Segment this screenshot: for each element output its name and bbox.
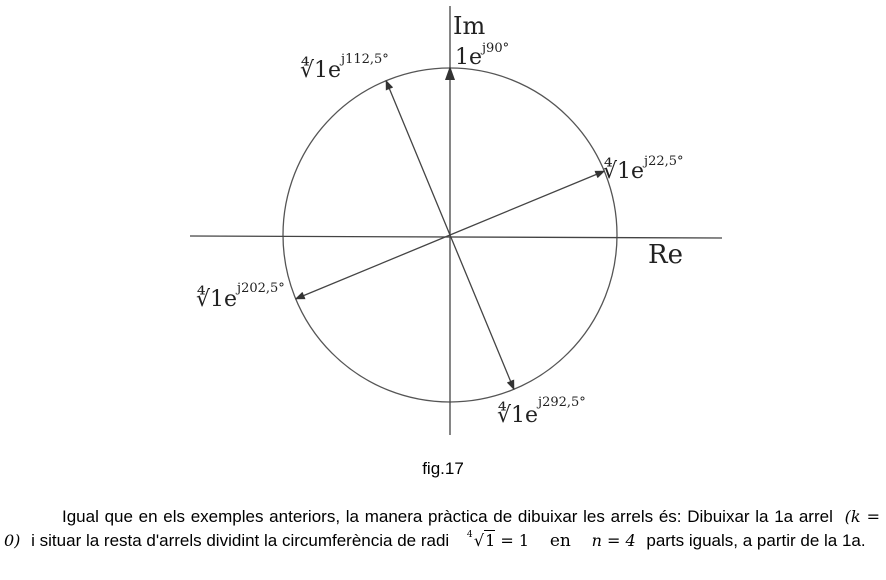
real-axis [190, 236, 722, 238]
root-vector [296, 235, 450, 299]
root-exponent: j112,5° [341, 52, 389, 67]
root-vector [386, 81, 450, 235]
root-index: 4 [466, 530, 473, 540]
root-vector [450, 235, 514, 389]
math-fourth-root: 4 √1 = 1 [460, 531, 529, 550]
root-label-112-5 [300, 52, 389, 83]
root-radicand: 1 [485, 531, 496, 550]
top-point-label [455, 41, 509, 70]
root-radical: ∜1 [497, 403, 526, 428]
explanation-paragraph [4, 505, 880, 553]
root-radical: ∜1 [196, 287, 225, 312]
root-base: e [631, 159, 645, 184]
axis-label-im: Im [453, 12, 486, 40]
root-exponent: j202,5° [237, 281, 285, 296]
root-base: e [224, 287, 238, 312]
root-equals: = 1 [500, 531, 530, 550]
top-point-coefficient: 1 [455, 45, 469, 70]
top-point-exponent: j90° [482, 41, 510, 56]
paragraph-part3: parts iguals, a partir de la 1a. [646, 531, 866, 550]
top-point-base: e [469, 45, 483, 70]
root-label-22-5 [603, 154, 684, 184]
math-n-equals-4: n = 4 [591, 531, 636, 550]
paragraph-part2: i situar la resta d'arrels dividint la circumferència de radi [31, 531, 450, 550]
root-exponent: j292,5° [538, 395, 586, 410]
root-radical: ∜1 [603, 159, 632, 184]
figure-caption: fig.17 [422, 459, 464, 478]
axis-label-re: Re [648, 240, 683, 270]
root-vector [450, 171, 604, 235]
math-k-equals-0: (k = 0) [4, 507, 880, 550]
root-label-292-5 [497, 395, 586, 428]
paragraph-part1: Igual que en els exemples anteriors, la manera pràctica de dibuixar les arrels és: Dibuixar la 1a arrel [62, 507, 833, 526]
root-radical: ∜1 [300, 58, 329, 83]
root-base: e [525, 403, 539, 428]
word-en: en [549, 531, 571, 551]
root-exponent: j22,5° [644, 154, 684, 169]
root-base: e [328, 58, 342, 83]
root-label-202-5 [196, 281, 285, 312]
